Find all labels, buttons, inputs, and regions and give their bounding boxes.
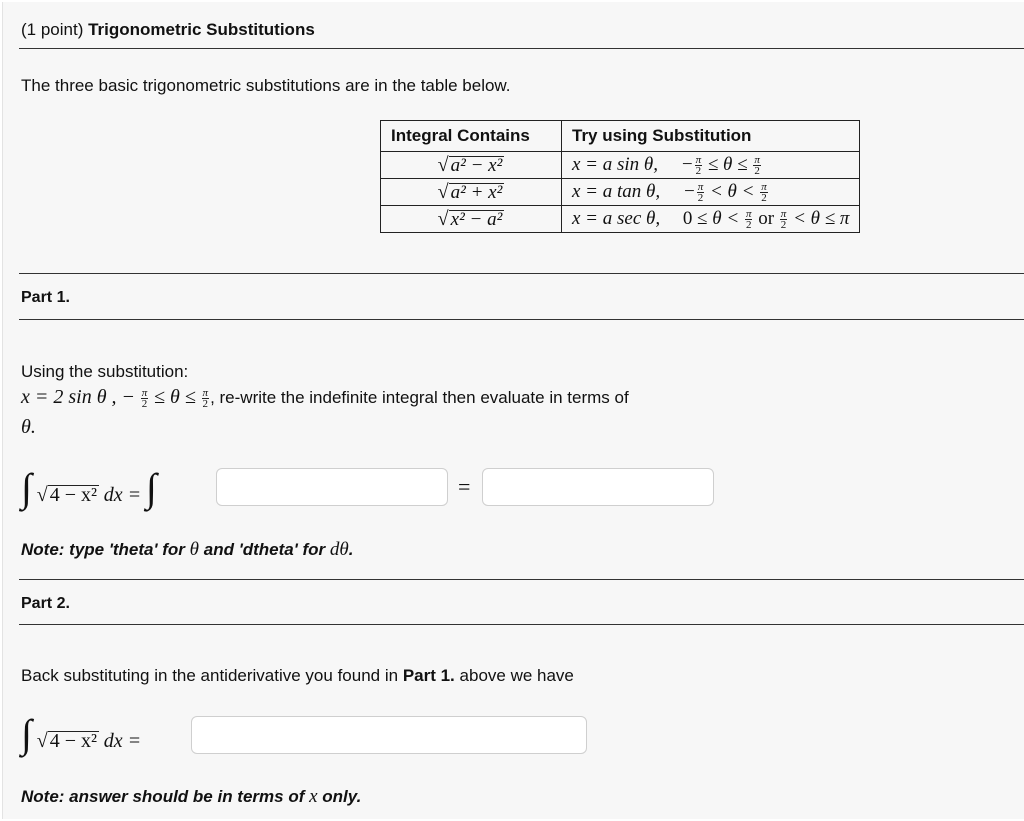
substitution-expr: x = a sin θ, xyxy=(572,153,659,175)
table-cell-substitution: x = a sec θ, 0 ≤ θ < $\frac{\pi}{2}$ or $\frac{\pi}{2}$ < θ ≤ π xyxy=(562,206,860,233)
integrand: 4 − x² xyxy=(49,484,97,506)
part2-title: Part 2. xyxy=(21,595,70,612)
part2-bottom-divider xyxy=(19,624,1024,625)
radicand: x² − a² xyxy=(450,208,503,230)
intro-text: The three basic trigonometric substitutions are in the table below. xyxy=(21,76,511,95)
table-header-substitution: Try using Substitution xyxy=(562,121,860,152)
part1-bottom-divider xyxy=(19,319,1024,320)
part1-note: Note: type 'theta' for θ and 'dtheta' for dθ. xyxy=(21,539,354,560)
part2-antiderivative-input[interactable] xyxy=(191,716,587,754)
table-cell-radical: √ a² + x² xyxy=(381,179,562,206)
part1-instruction: Using the substitution: xyxy=(21,362,189,381)
integral-sign: ∫ xyxy=(21,465,32,510)
radicand: a² + x² xyxy=(450,181,503,203)
table-cell-substitution: x = a tan θ, − $\frac{\pi}{2}$ < θ < $\frac{\pi}{2}$ xyxy=(562,179,860,206)
table-cell-radical: √ x² − a² xyxy=(381,206,562,233)
table-row xyxy=(381,179,860,206)
part2-instruction: Back substituting in the antiderivative you found in Part 1. above we have xyxy=(21,666,574,685)
substitution-expr: x = a tan θ, xyxy=(572,180,661,202)
part1-integral-input[interactable] xyxy=(216,468,448,506)
part2-note: Note: answer should be in terms of x only. xyxy=(21,786,362,807)
part1-integral-expr: ∫ √ 4 − x² dx = ∫ xyxy=(21,465,157,510)
table-header-integral: Integral Contains xyxy=(381,121,562,152)
problem-panel xyxy=(2,2,1024,819)
part1-top-divider xyxy=(19,273,1024,274)
problem-title: Trigonometric Substitutions xyxy=(88,20,315,39)
radicand: a² − x² xyxy=(450,154,503,176)
substitution-expr: x = 2 sin θ , − xyxy=(21,386,136,408)
substitution-expr: x = a sec θ, xyxy=(572,207,661,229)
substitution-table xyxy=(380,120,860,233)
part1-evaluated-input[interactable] xyxy=(482,468,714,506)
equals-sign: = xyxy=(458,474,471,499)
header-divider xyxy=(19,48,1024,49)
table-header-row xyxy=(381,121,860,152)
part2-integral-expr: ∫ √ 4 − x² dx = xyxy=(21,711,142,756)
part1-theta-line: θ. xyxy=(21,416,36,438)
table-row xyxy=(381,206,860,233)
integral-sign: ∫ xyxy=(145,465,157,510)
table-cell-substitution: x = a sin θ, − $\frac{\pi}{2}$ ≤ θ ≤ $\frac{\pi}{2}$ xyxy=(562,152,860,179)
part1-instruction-tail: , re-write the indefinite integral then evaluate in terms of xyxy=(210,388,629,407)
problem-header xyxy=(21,20,315,40)
table-cell-radical: √ a² − x² xyxy=(381,152,562,179)
part2-top-divider xyxy=(19,579,1024,580)
part1-title: Part 1. xyxy=(21,289,70,306)
table-row xyxy=(381,152,860,179)
integrand: 4 − x² xyxy=(49,730,97,752)
part1-substitution-line: x = 2 sin θ , − $\frac{\pi}{2}$ ≤ θ ≤ $\frac{\pi}{2}$ , re-write the indefinite integral then evaluate in terms of xyxy=(21,386,629,411)
integral-sign: ∫ xyxy=(21,711,32,756)
points-label: (1 point) xyxy=(21,20,84,39)
